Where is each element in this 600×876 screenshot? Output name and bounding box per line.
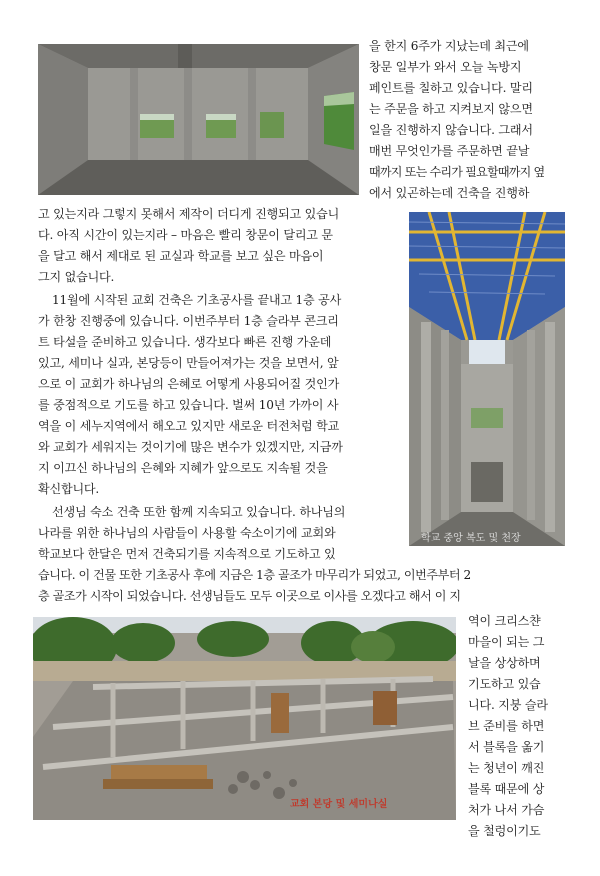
text-line: 다. 아직 시간이 있는지라 – 마음은 빨리 창문이 달리고 문: [38, 228, 333, 242]
text-line: 학교보다 한달은 먼저 건축되기를 지속적으로 기도하고 있: [38, 547, 336, 561]
text-line: 트 타설을 준비하고 있습니다. 생각보다 빠른 진행 가운데: [38, 335, 332, 349]
text-line: 그지 없습니다.: [38, 270, 115, 284]
church-photo-caption: 교회 본당 및 세미나실: [290, 799, 388, 810]
text-line: 창문 일부가 와서 오늘 녹방지: [369, 60, 522, 74]
text-line: 확신합니다.: [38, 482, 100, 496]
text-line: 는 청년이 깨진: [468, 761, 545, 775]
text-line: 블록 때문에 상: [468, 782, 545, 796]
text-line: 있고, 세미나 실과, 본당등이 만들어져가는 것을 보면서, 앞: [38, 356, 339, 370]
church-construction-photo: [33, 617, 456, 820]
text-line: 때까지 또는 수리가 필요할때까지 옆: [369, 165, 545, 179]
text-line: 마을이 되는 그: [468, 635, 545, 649]
text-line: 11월에 시작된 교회 건축은 기초공사를 끝내고 1층 공사: [52, 293, 342, 307]
classroom-interior-photo: [38, 44, 359, 195]
text-line: 습니다. 이 건물 또한 기초공사 후에 지금은 1층 골조가 마무리가 되었고, 이번주부터 2: [38, 568, 471, 582]
text-line: 날을 상상하며: [468, 656, 541, 670]
text-line: 을 한지 6주가 지났는데 최근에: [369, 39, 529, 53]
text-line: 층 골조가 시작이 되었습니다. 선생님들도 모두 이곳으로 이사를 오겠다고 해서 이 지: [38, 589, 461, 603]
text-line: 를 중점적으로 기도를 하고 있습니다. 벌써 10년 가까이 사: [38, 398, 339, 412]
text-line: 브 준비를 하면: [468, 719, 545, 733]
text-line: 역이 크리스챤: [468, 614, 541, 628]
text-line: 는 주문을 하고 지켜보지 않으면: [369, 102, 533, 116]
text-line: 에서 있곤하는데 건축을 진행하: [369, 186, 530, 200]
text-line: 와 교회가 세워지는 것이기에 많은 변수가 있겠지만, 지금까: [38, 440, 343, 454]
text-line: 매번 무엇인가를 주문하면 끝날: [369, 144, 530, 158]
text-line: 고 있는지라 그렇지 못해서 제작이 더디게 진행되고 있습니: [38, 207, 340, 221]
school-corridor-photo: [409, 212, 565, 546]
text-line: 을 철렁이기도: [468, 824, 541, 838]
corridor-photo-caption: 학교 중앙 복도 및 천장: [421, 533, 521, 544]
text-line: 일을 진행하지 않습니다. 그래서: [369, 123, 533, 137]
text-line: 페인트를 칠하고 있습니다. 말리: [369, 81, 533, 95]
text-line: 가 한창 진행중에 있습니다. 이번주부터 1층 슬라부 콘크리: [38, 314, 339, 328]
text-line: 니다. 지붕 슬라: [468, 698, 548, 712]
text-line: 서 블록을 옮기: [468, 740, 545, 754]
text-line: 처가 나서 가슴: [468, 803, 545, 817]
text-line: 지 이끄신 하나님의 은혜와 지혜가 앞으로도 지속될 것을: [38, 461, 328, 475]
text-line: 나라를 위한 하나님의 사람들이 사용할 숙소이기에 교회와: [38, 526, 336, 540]
text-line: 선생님 숙소 건축 또한 함께 지속되고 있습니다. 하나님의: [52, 505, 346, 519]
text-line: 으로 이 교회가 하나님의 은혜로 어떻게 사용되어질 것인가: [38, 377, 340, 391]
text-line: 기도하고 있습: [468, 677, 541, 691]
text-line: 역을 이 세누지역에서 해오고 있지만 새로운 터전처럼 학교: [38, 419, 340, 433]
text-line: 을 달고 해서 제대로 된 교실과 학교를 보고 싶은 마음이: [38, 249, 324, 263]
